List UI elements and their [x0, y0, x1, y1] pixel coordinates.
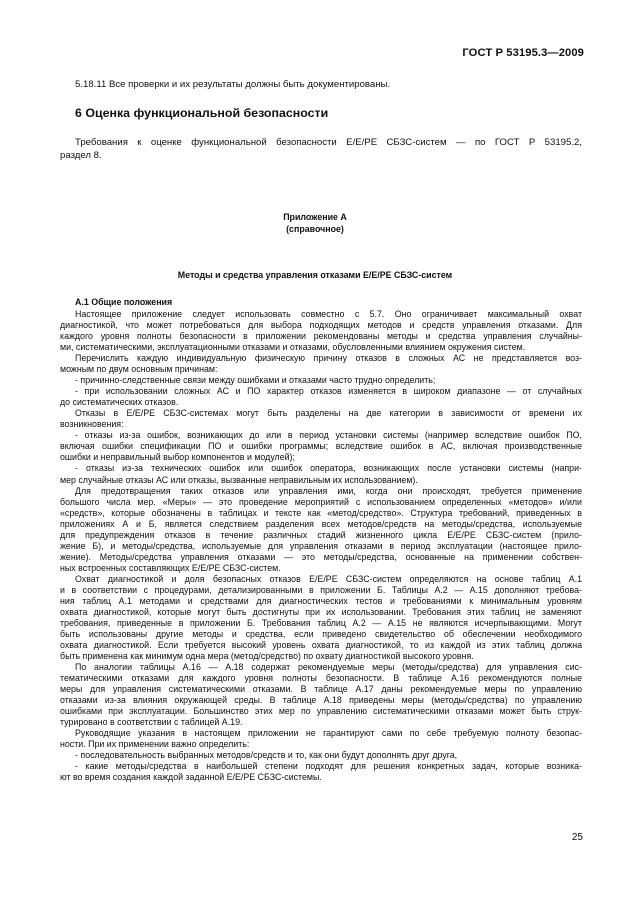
- body-line: ности. При их применении важно определить:: [60, 738, 250, 749]
- body-line: ют во время создания каждой заданной Е/Е/РЕ СБЗС-системы.: [60, 772, 322, 783]
- body-line: Охват диагностикой и доля безопасных отказов Е/Е/РЕ СБЗС-систем определяются на основе таблиц А.1: [75, 573, 582, 584]
- body-line: отказами из-за влияния окружающей среды. В таблице А.18 приведены меры (методы/средства) по управлению: [60, 694, 582, 705]
- body-line: - при использовании сложных АС и ПО характер отказов изменяется в широком диапазоне — от случайных: [75, 386, 582, 397]
- body-line: приложениях А и Б, является следствием разделения всех методов/средств на методы/средства, используемые: [60, 518, 582, 529]
- body-line: Для предотвращения таких отказов или управления ими, когда они происходят, требуется применение: [75, 485, 582, 496]
- body-line: - последовательность выбранных методов/средств и то, как они будут дополнять друг друга,: [75, 750, 458, 760]
- body-line: меры для управления систематическими отказами. В таблице А.17 даны рекомендуемые меры по управлению: [60, 683, 582, 694]
- body-line: ния таблиц А.1 методами и средствами для диагностических тестов и требованиями к минимальным уровням: [60, 595, 582, 606]
- body-line: быть использованы другие методы и средства, если приведено свидетельство об обеспечении необходимого: [60, 628, 582, 639]
- body-line: «средств», которые обозначены в таблицах и тексте как «метод/средство». Структура требований, приведенных в: [60, 507, 582, 518]
- section-text-line-1: Требования к оценке функциональной безопасности Е/Е/РЕ СБЗС-систем — по ГОСТ Р 53195.2,: [75, 137, 582, 148]
- section-text-line-2: раздел 8.: [60, 150, 102, 161]
- body-line: до систематических отказов.: [60, 397, 179, 408]
- body-line: можным по двум основным причинам:: [60, 364, 218, 375]
- body-line: жение Б), и методы/средства, используемые для управления отказами в период эксплуатации (настоящее прило-: [60, 540, 582, 551]
- subsection-title: А.1 Общие положения: [75, 297, 173, 307]
- standard-header: ГОСТ Р 53195.3—2009: [462, 47, 584, 59]
- body-line: тематическими отказами для каждого уровня полноты безопасности. В таблице А.16 рекомендуются полные: [60, 672, 582, 683]
- appendix-label: Приложение А: [283, 212, 347, 222]
- body-line: включая ошибки спецификации ПО и ошибки программы; вследствие ошибок в АС, включая производственные: [60, 441, 582, 452]
- page-number: 25: [571, 832, 583, 843]
- body-line: ошибками при эксплуатации. Большинство этих мер по управлению систематическими отказами может быть струк-: [60, 705, 582, 716]
- body-line: Отказы в Е/Е/РЕ СБЗС-системах могут быть разделены на две категории в зависимости от времени их: [75, 408, 582, 419]
- body-line: Настоящее приложение следует использовать совместно с 5.7. Оно ограничивает максимальный охват: [75, 309, 582, 320]
- body-line: - какие методы/средства в наибольшей степени подходят для решения конкретных задач, которые возника-: [75, 761, 582, 772]
- body-line: ошибки и неправильный выбор компонентов и модулей);: [60, 452, 295, 463]
- body-line: охвата диагностикой, которые могут быть достигнуты при их использовании. Требования этих таблиц не заменяют: [60, 606, 582, 617]
- body-line: ных встроенных составляющих Е/Е/РЕ СБЗС-систем.: [60, 562, 281, 573]
- body-line: - отказы из-за технических ошибок или ошибок оператора, возникающих после установки системы (напри-: [75, 463, 582, 474]
- body-line: жение). Методы/средства управления отказами — это методы/средства, основанные на применении собствен-: [60, 551, 582, 562]
- body-line: большого числа мер. «Меры» — это проведение мероприятий с использованием определенных «методов» и/или: [60, 496, 582, 507]
- body-line: Руководящие указания в настоящем приложении не гарантируют сами по себе требуемую полноту безопас-: [75, 727, 582, 738]
- clause-5-18-11: 5.18.11 Все проверки и их результаты должны быть документированы.: [75, 79, 391, 90]
- appendix-kind: (справочное): [286, 224, 344, 234]
- body-line: мер случайные отказы АС или отказы, вызванные неправильным их использованием).: [60, 474, 418, 485]
- body-line: каждого уровня полноты безопасности в приложении рекомендованы методы и средства управления случайны-: [60, 331, 582, 342]
- body-line: и в соответствии с процедурами, детализированными в приложении Б. Таблицы А.2 — А.15 дополняют требова-: [60, 584, 582, 595]
- body-line: турировано в соответствии с таблицей А.19.: [60, 716, 243, 727]
- body-line: ми, систематическими, эксплуатационными отказами и отказами, обусловленными влиянием окружения систем.: [60, 342, 526, 353]
- body-line: По аналогии таблицы А.16 — А.18 содержат рекомендуемые меры (методы/средства) для управления сис-: [75, 661, 582, 672]
- body-line: охвата диагностикой. Если требуется высокий уровень охвата диагностикой, то из каждой из этих таблиц должна: [60, 639, 582, 650]
- body-line: требования, приведенные в приложении Б. Требования таблиц А.2 — А.15 не являются исчерпывающими. Могут: [60, 617, 582, 628]
- body-line: для предупреждения отказов в течение различных стадий жизненного цикла Е/Е/РЕ СБЗС-систем (прило-: [60, 529, 582, 540]
- body-line: Перечислить каждую индивидуальную физическую причину отказов в сложных АС не представляется воз-: [75, 353, 582, 364]
- body-line: диагностикой, что может потребоваться для выбора подходящих методов и средств управления отказами. Для: [60, 320, 582, 331]
- section-title: 6 Оценка функциональной безопасности: [75, 106, 329, 120]
- appendix-title: Методы и средства управления отказами Е/Е/РЕ СБЗС-систем: [177, 270, 453, 280]
- body-line: - отказы из-за ошибок, возникающих до или в период установки системы (например вследствие ошибок ПО,: [75, 430, 582, 441]
- body-line: быть применена как минимум одна мера (метод/средство) по охвату диагностикой высокого уровня.: [60, 650, 474, 661]
- body-line: - причинно-следственные связи между ошибками и отказами часто трудно определить;: [75, 375, 436, 386]
- body-line: возникновения:: [60, 419, 124, 430]
